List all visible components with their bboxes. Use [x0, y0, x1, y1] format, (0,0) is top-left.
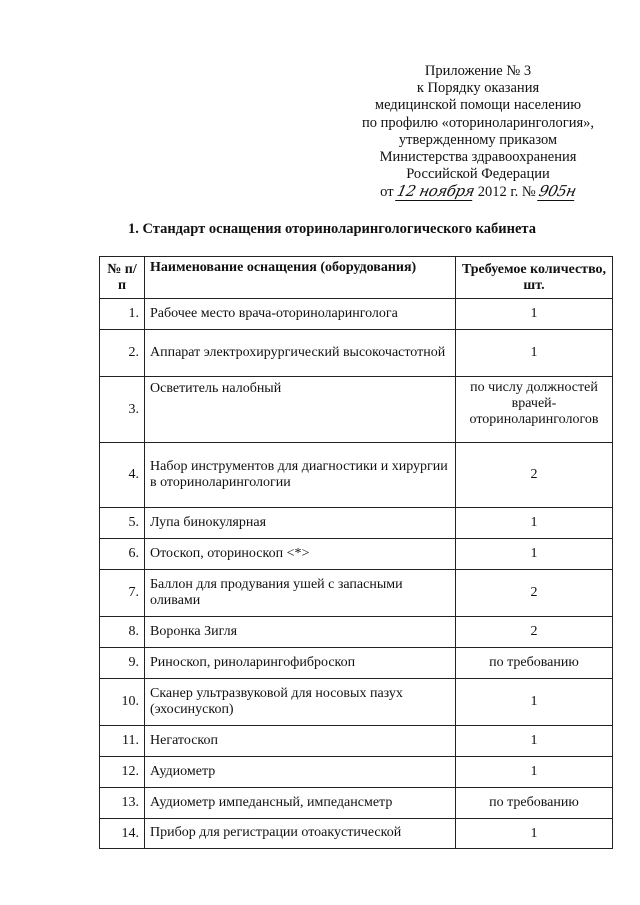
table-row — [100, 617, 613, 648]
row-qty: по числу должностей врачей-оториноларингологов — [456, 377, 613, 443]
row-name: Аудиометр — [145, 757, 456, 788]
row-qty: 1 — [456, 819, 613, 849]
row-qty: 1 — [456, 757, 613, 788]
handwritten-order-number: 905н — [537, 182, 579, 201]
header-qty: Требуемое количество, шт. — [456, 257, 613, 299]
table-row — [100, 757, 613, 788]
row-qty: 1 — [456, 539, 613, 570]
section-title: 1. Стандарт оснащения оториноларингологического кабинета — [128, 221, 536, 237]
header-line: Министерства здравоохранения — [379, 149, 577, 166]
row-name: Аппарат электрохирургический высокочастотной — [145, 330, 456, 377]
table-row — [100, 679, 613, 726]
table-row — [100, 788, 613, 819]
row-num: 11. — [100, 726, 145, 757]
header-line: к Порядку оказания — [416, 80, 540, 97]
row-name: Сканер ультразвуковой для носовых пазух (эхосинускоп) — [145, 679, 456, 726]
table-row — [100, 443, 613, 508]
row-qty: 1 — [456, 508, 613, 539]
row-qty: по требованию — [456, 648, 613, 679]
table-row — [100, 508, 613, 539]
row-qty: 1 — [456, 726, 613, 757]
row-num: 8. — [100, 617, 145, 648]
row-name: Негатоскоп — [145, 726, 456, 757]
header-line: утвержденному приказом — [398, 131, 558, 148]
row-name: Набор инструментов для диагностики и хирургии в оториноларингологии — [145, 443, 456, 508]
date-prefix: от — [380, 184, 394, 201]
row-num: 12. — [100, 757, 145, 788]
row-num: 14. — [100, 819, 145, 849]
handwritten-date: 12 ноября — [395, 182, 477, 201]
row-qty: 2 — [456, 570, 613, 617]
row-num: 13. — [100, 788, 145, 819]
header-line: по профилю «оториноларингология», — [361, 114, 595, 131]
table-row — [100, 539, 613, 570]
row-qty: 2 — [456, 443, 613, 508]
row-qty: 1 — [456, 679, 613, 726]
row-name: Рабочее место врача-оториноларинголога — [145, 299, 456, 330]
row-name: Риноскоп, риноларингофиброскоп — [145, 648, 456, 679]
table-row — [100, 377, 613, 443]
row-qty: 1 — [456, 330, 613, 377]
row-num: 9. — [100, 648, 145, 679]
row-num: 5. — [100, 508, 145, 539]
row-name: Воронка Зигля — [145, 617, 456, 648]
row-qty: 2 — [456, 617, 613, 648]
row-name: Отоскоп, оториноскоп <*> — [145, 539, 456, 570]
row-num: 4. — [100, 443, 145, 508]
table-row — [100, 648, 613, 679]
row-num: 1. — [100, 299, 145, 330]
row-name: Прибор для регистрации отоакустической — [145, 819, 456, 849]
header-line: Российской Федерации — [406, 166, 550, 183]
appendix-header — [330, 63, 626, 202]
row-num: 2. — [100, 330, 145, 377]
row-num: 10. — [100, 679, 145, 726]
header-num: № п/п — [100, 257, 145, 299]
equipment-table — [99, 256, 613, 849]
header-name: Наименование оснащения (оборудования) — [145, 257, 456, 299]
row-name: Аудиометр импедансный, импедансметр — [145, 788, 456, 819]
table-row — [100, 726, 613, 757]
row-qty: по требованию — [456, 788, 613, 819]
row-num: 7. — [100, 570, 145, 617]
table-row — [100, 299, 613, 330]
table-header-row — [100, 257, 613, 299]
header-line: медицинской помощи населению — [374, 97, 582, 114]
row-name: Осветитель налобный — [145, 377, 456, 443]
table-row — [100, 819, 613, 849]
header-line: Приложение № 3 — [424, 63, 532, 79]
row-num: 6. — [100, 539, 145, 570]
row-num: 3. — [100, 377, 145, 443]
table-row — [100, 570, 613, 617]
table-row — [100, 330, 613, 377]
row-name: Лупа бинокулярная — [145, 508, 456, 539]
order-date-line — [330, 183, 626, 201]
row-name: Баллон для продувания ушей с запасными оливами — [145, 570, 456, 617]
date-year: 2012 г. № — [477, 184, 536, 201]
row-qty: 1 — [456, 299, 613, 330]
